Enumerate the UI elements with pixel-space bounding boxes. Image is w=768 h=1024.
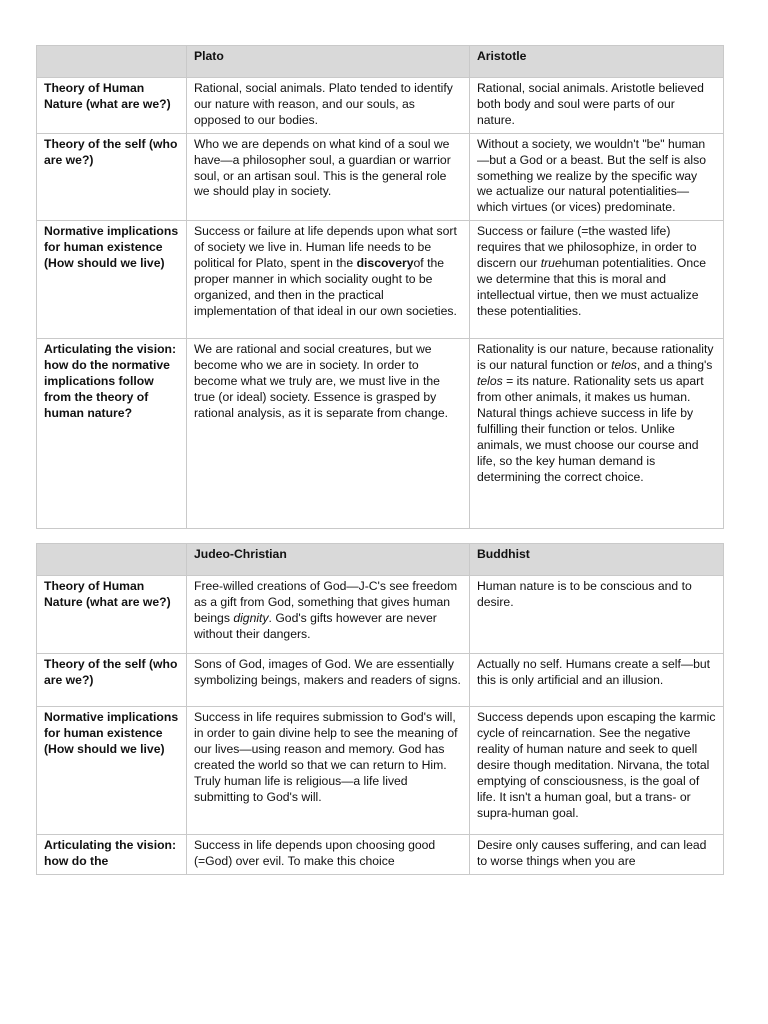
row-label: Normative implications for human existence (How should we live) bbox=[37, 707, 187, 835]
header-cell: Aristotle bbox=[470, 46, 724, 78]
content-cell bbox=[470, 576, 724, 654]
text-run: Success or failure (=the wasted life) requires that we philosophize, in order to discern our bbox=[477, 224, 697, 271]
section-gap-cell bbox=[37, 529, 724, 544]
text-run: Actually no self. Humans create a self—but this is only artificial and an illusion. bbox=[477, 657, 711, 688]
table-row bbox=[37, 133, 724, 221]
row-label: Articulating the vision: how do the normative implications follow from the theory of human nature? bbox=[37, 339, 187, 529]
text-run: Human nature is to be conscious and to desire. bbox=[477, 579, 692, 610]
text-run: Without a society, we wouldn't "be" human—but a God or a beast. But the self is also something we realize by the specific way we actualize our natural potentialities—which virtues (or vices) predominate. bbox=[477, 136, 706, 215]
text-run: Free-willed creations of God—J-C's see freedom as a gift from God, something that gives human beings bbox=[194, 579, 458, 626]
table-row bbox=[37, 835, 724, 875]
table-row bbox=[37, 78, 724, 134]
content-cell bbox=[187, 707, 470, 835]
header-cell: Judeo-Christian bbox=[187, 544, 470, 576]
text-run: , and a thing's bbox=[636, 358, 713, 373]
table-row bbox=[37, 576, 724, 654]
content-cell bbox=[187, 835, 470, 875]
content-cell bbox=[470, 835, 724, 875]
comparison-table bbox=[36, 45, 724, 875]
content-cell bbox=[187, 221, 470, 339]
text-run: Who we are depends on what kind of a soul we have—a philosopher soul, a guardian or warrior soul, or an artisan soul. This is the general role we should play in society. bbox=[194, 136, 451, 199]
table-row bbox=[37, 339, 724, 529]
comparison-table-body bbox=[37, 46, 724, 875]
row-label: Theory of the self (who are we?) bbox=[37, 654, 187, 707]
italic-text: telos bbox=[611, 358, 637, 373]
text-run: Success or failure at life depends upon what sort of society we live in. Human life needs to be political for Plato, spent in the bbox=[194, 224, 457, 271]
text-run: We are rational and social creatures, but we become who we are in society. In order to become what we truly are, we must live in the true (or ideal) society. Essence is grasped by rational analysis, as it is separate from change. bbox=[194, 342, 449, 420]
content-cell bbox=[187, 576, 470, 654]
header-cell: Buddhist bbox=[470, 544, 724, 576]
content-cell bbox=[470, 707, 724, 835]
text-run: Rational, social animals. Aristotle believed both body and soul were parts of our nature. bbox=[477, 81, 704, 127]
text-run: Success in life depends upon choosing good (=God) over evil. To make this choice bbox=[194, 838, 436, 869]
content-cell bbox=[187, 654, 470, 707]
table-row bbox=[37, 221, 724, 339]
italic-text: telos bbox=[477, 374, 503, 389]
text-run: of the proper manner in which sociality ought to be organized, and then in the practical implementation of that ideal in our own societies. bbox=[194, 256, 457, 318]
row-label: Articulating the vision: how do the bbox=[37, 835, 187, 875]
content-cell bbox=[470, 654, 724, 707]
header-corner-cell bbox=[37, 46, 187, 78]
header-cell: Plato bbox=[187, 46, 470, 78]
row-label: Theory of the self (who are we?) bbox=[37, 133, 187, 221]
content-cell bbox=[470, 133, 724, 221]
content-cell bbox=[470, 221, 724, 339]
content-cell bbox=[187, 78, 470, 134]
header-row bbox=[37, 544, 724, 576]
row-label: Normative implications for human existence (How should we live) bbox=[37, 221, 187, 339]
row-label: Theory of Human Nature (what are we?) bbox=[37, 78, 187, 134]
text-run: Rationality is our nature, because rationality is our natural function or bbox=[477, 342, 714, 373]
italic-text: dignity bbox=[233, 611, 269, 626]
section-gap bbox=[37, 529, 724, 544]
italic-text: true bbox=[540, 256, 562, 271]
text-run: Rational, social animals. Plato tended to identify our nature with reason, and our souls, as opposed to our bodies. bbox=[194, 81, 453, 127]
text-run: . God's gifts however are never without their dangers. bbox=[194, 611, 437, 641]
text-run: Desire only causes suffering, and can lead to worse things when you are bbox=[477, 838, 707, 869]
table-row bbox=[37, 707, 724, 835]
content-cell bbox=[187, 339, 470, 529]
row-label: Theory of Human Nature (what are we?) bbox=[37, 576, 187, 654]
table-row bbox=[37, 654, 724, 707]
content-cell bbox=[187, 133, 470, 221]
text-run: = its nature. Rationality sets us apart from other animals, it makes us human. Natural things achieve success in life by fulfilling their function or telos. Unlike animals, we must choose our course and life, so the key human demand is determining the correct choice. bbox=[477, 374, 704, 484]
header-corner-cell bbox=[37, 544, 187, 576]
text-run: Sons of God, images of God. We are essentially symbolizing beings, makers and readers of signs. bbox=[194, 657, 461, 688]
header-row bbox=[37, 46, 724, 78]
text-run: Success in life requires submission to God's will, in order to gain divine help to see the meaning of our lives—using reason and memory. God has created the world so that we can return to Him. Truly human life is religious—a life lived submitting to God's will. bbox=[194, 710, 458, 804]
text-run: human potentialities. Once we determine that this is moral and intellectual virtue, then we must actualize these potentialities. bbox=[477, 256, 707, 318]
content-cell bbox=[470, 78, 724, 134]
text-run: Success depends upon escaping the karmic cycle of reincarnation. See the negative reality of human nature and seek to quell desire though meditation. Nirvana, the total emptying of consciousness, is the goal of life. It isn't a human goal, but a trans- or supra-human goal. bbox=[477, 710, 716, 820]
bold-text: discovery bbox=[356, 256, 414, 271]
content-cell bbox=[470, 339, 724, 529]
